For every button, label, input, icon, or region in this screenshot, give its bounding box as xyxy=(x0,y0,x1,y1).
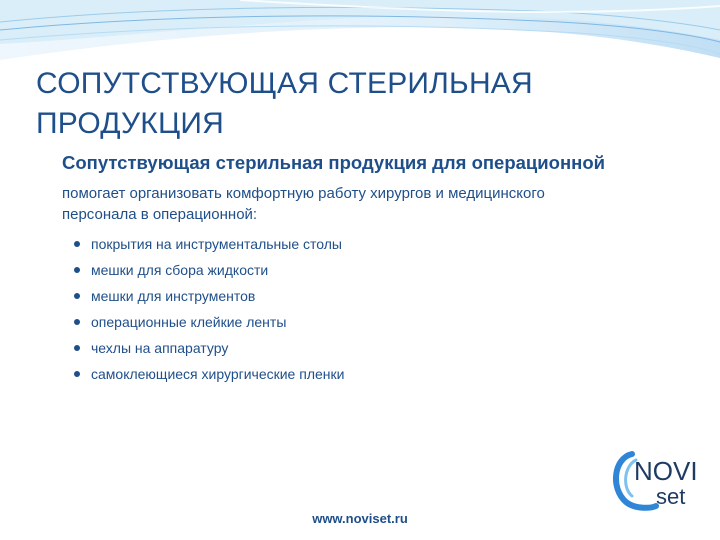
body-line-2: персонала в операционной: xyxy=(62,206,258,223)
list-item-text: мешки для инструментов xyxy=(91,288,256,304)
bullet-dot-icon xyxy=(74,241,80,247)
title-line-1: СОПУТСТВУЮЩАЯ СТЕРИЛЬНАЯ xyxy=(36,67,533,100)
list-item-text: покрытия на инструментальные столы xyxy=(91,236,342,252)
page-title xyxy=(36,64,676,144)
list-item-text: операционные клейкие ленты xyxy=(91,314,287,330)
logo-novi-text: NOVI xyxy=(634,456,698,486)
list-item xyxy=(74,257,344,283)
logo-set-text: set xyxy=(656,484,686,509)
list-item xyxy=(74,335,344,361)
list-item-text: чехлы на аппаратуру xyxy=(91,340,229,356)
lead-paragraph: Сопутствующая стерильная продукция для операционной xyxy=(62,152,605,173)
list-item xyxy=(74,283,344,309)
list-item xyxy=(74,231,344,257)
title-line-2: ПРОДУКЦИЯ xyxy=(36,107,224,140)
website-link[interactable]: www.noviset.ru xyxy=(312,511,408,526)
noviset-logo xyxy=(612,448,708,512)
list-item-text: мешки для сбора жидкости xyxy=(91,262,269,278)
bullet-dot-icon xyxy=(74,345,80,351)
bullet-dot-icon xyxy=(74,293,80,299)
list-item xyxy=(74,309,344,335)
bullet-dot-icon xyxy=(74,319,80,325)
list-item-text: самоклеющиеся хирургические пленки xyxy=(91,366,345,382)
product-list xyxy=(74,231,344,387)
body-line-1: помогает организовать комфортную работу хирургов и медицинского xyxy=(62,185,545,202)
list-item xyxy=(74,361,344,387)
bullet-dot-icon xyxy=(74,267,80,273)
body-paragraph xyxy=(62,183,692,225)
bullet-dot-icon xyxy=(74,371,80,377)
